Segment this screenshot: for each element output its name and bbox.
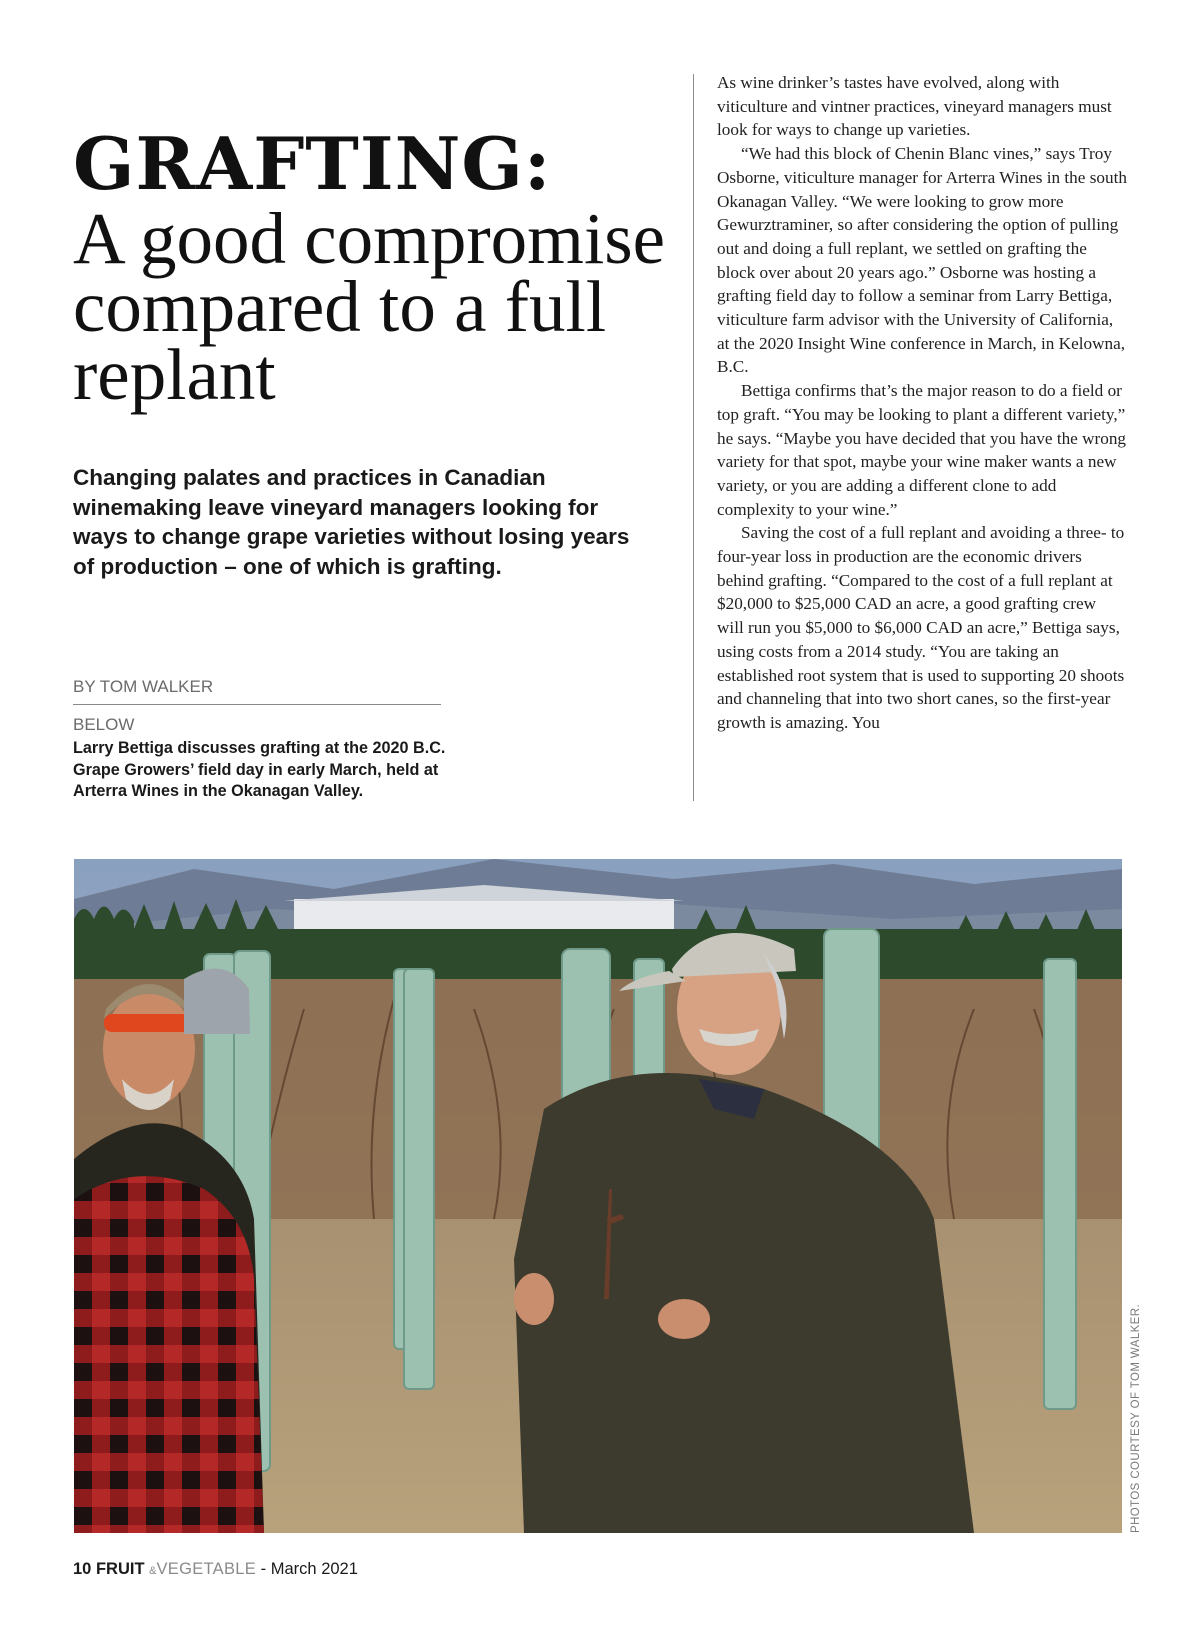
vineyard-grafting-photo (74, 859, 1122, 1533)
footer-separator: - (260, 1560, 267, 1578)
article-deck: Changing palates and practices in Canadian winemaking leave vineyard managers looking for ways to change grape varieties without losing years of production – one of which is grafting. (73, 465, 630, 579)
body-paragraph: Saving the cost of a full replant and avoiding a three- to four-year loss in production are the economic drivers behind grafting. “Compared to the cost of a full replant at $20,000 to $25,000 CAD an acre, a good grafting crew will run you $5,000 to $6,000 CAD an acre,” Bettiga says, using costs from a 2014 study. “You are taking an established root system that is used to supporting 20 shoots and channeling that into two short canes, so the first-year growth is amazing. You (717, 523, 1125, 732)
photo-credit: PHOTOS COURTESY OF TOM WALKER. (1130, 1303, 1142, 1533)
photo-illustration (74, 859, 1122, 1533)
body-paragraph: Bettiga confirms that’s the major reason to do a field or top graft. “You may be looking to plant a different variety,” he says. “Maybe you have decided that you have the wrong variety for that spot, maybe your wine maker wants a new variety, or you are adding a different clone to add complexity to your wine.” (717, 381, 1127, 519)
headline-main: GRAFTING: (73, 121, 552, 206)
magazine-name-amp: & (149, 1565, 157, 1577)
photo-caption: Larry Bettiga discusses grafting at the 2020 B.C. Grape Growers’ field day in early March, held at Arterra Wines in the Okanagan Valley. (73, 739, 446, 800)
page-footer (73, 1560, 358, 1579)
article-body (717, 71, 1127, 735)
column-divider (693, 74, 694, 801)
issue-date: March 2021 (270, 1560, 358, 1578)
magazine-name-vegetable: VEGETABLE (156, 1560, 257, 1578)
body-paragraph: As wine drinker’s tastes have evolved, along with viticulture and vintner practices, vineyard managers must look for ways to change up varieties. (717, 73, 1112, 140)
body-paragraph: “We had this block of Chenin Blanc vines,” says Troy Osborne, viticulture manager for Arterra Wines in the south Okanagan Valley. “We were looking to grow more Gewurztraminer, so after considering the option of pulling out and doing a full replant, we settled on grafting the block over about 20 years ago.” Osborne was hosting a grafting field day to follow a seminar from Larry Bettiga, viticulture farm advisor with the University of California, at the 2020 Insight Wine conference in March, in Kelowna, B.C. (717, 144, 1127, 377)
page-number: 10 (73, 1560, 92, 1578)
byline: BY TOM WALKER (73, 677, 441, 705)
caption-label: BELOW (73, 715, 135, 734)
headline-sub: A good compromise compared to a full replant (73, 198, 666, 415)
magazine-name-fruit: FRUIT (95, 1560, 145, 1578)
